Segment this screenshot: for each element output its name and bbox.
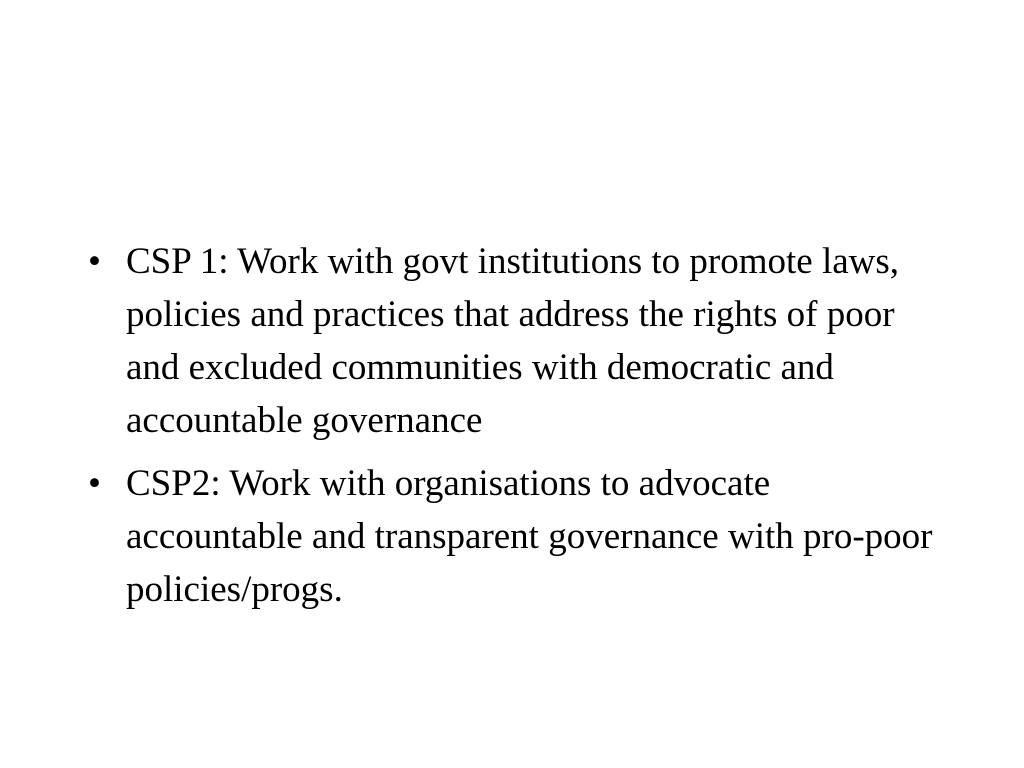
bullet-text-csp2: CSP2: Work with organisations to advocate accountable and transparent governance with pro-poor policies/progs.: [126, 463, 933, 610]
bullet-list: [84, 235, 944, 626]
bullet-item-csp2: [84, 457, 944, 616]
bullet-dot-icon: •: [88, 463, 101, 504]
bullet-item-csp1: [84, 235, 944, 447]
bullet-text-csp1: CSP 1: Work with govt institutions to promote laws, policies and practices that address the rights of poor and excluded communities with democratic and accountable governance: [126, 241, 900, 441]
bullet-dot-icon: •: [88, 241, 101, 282]
